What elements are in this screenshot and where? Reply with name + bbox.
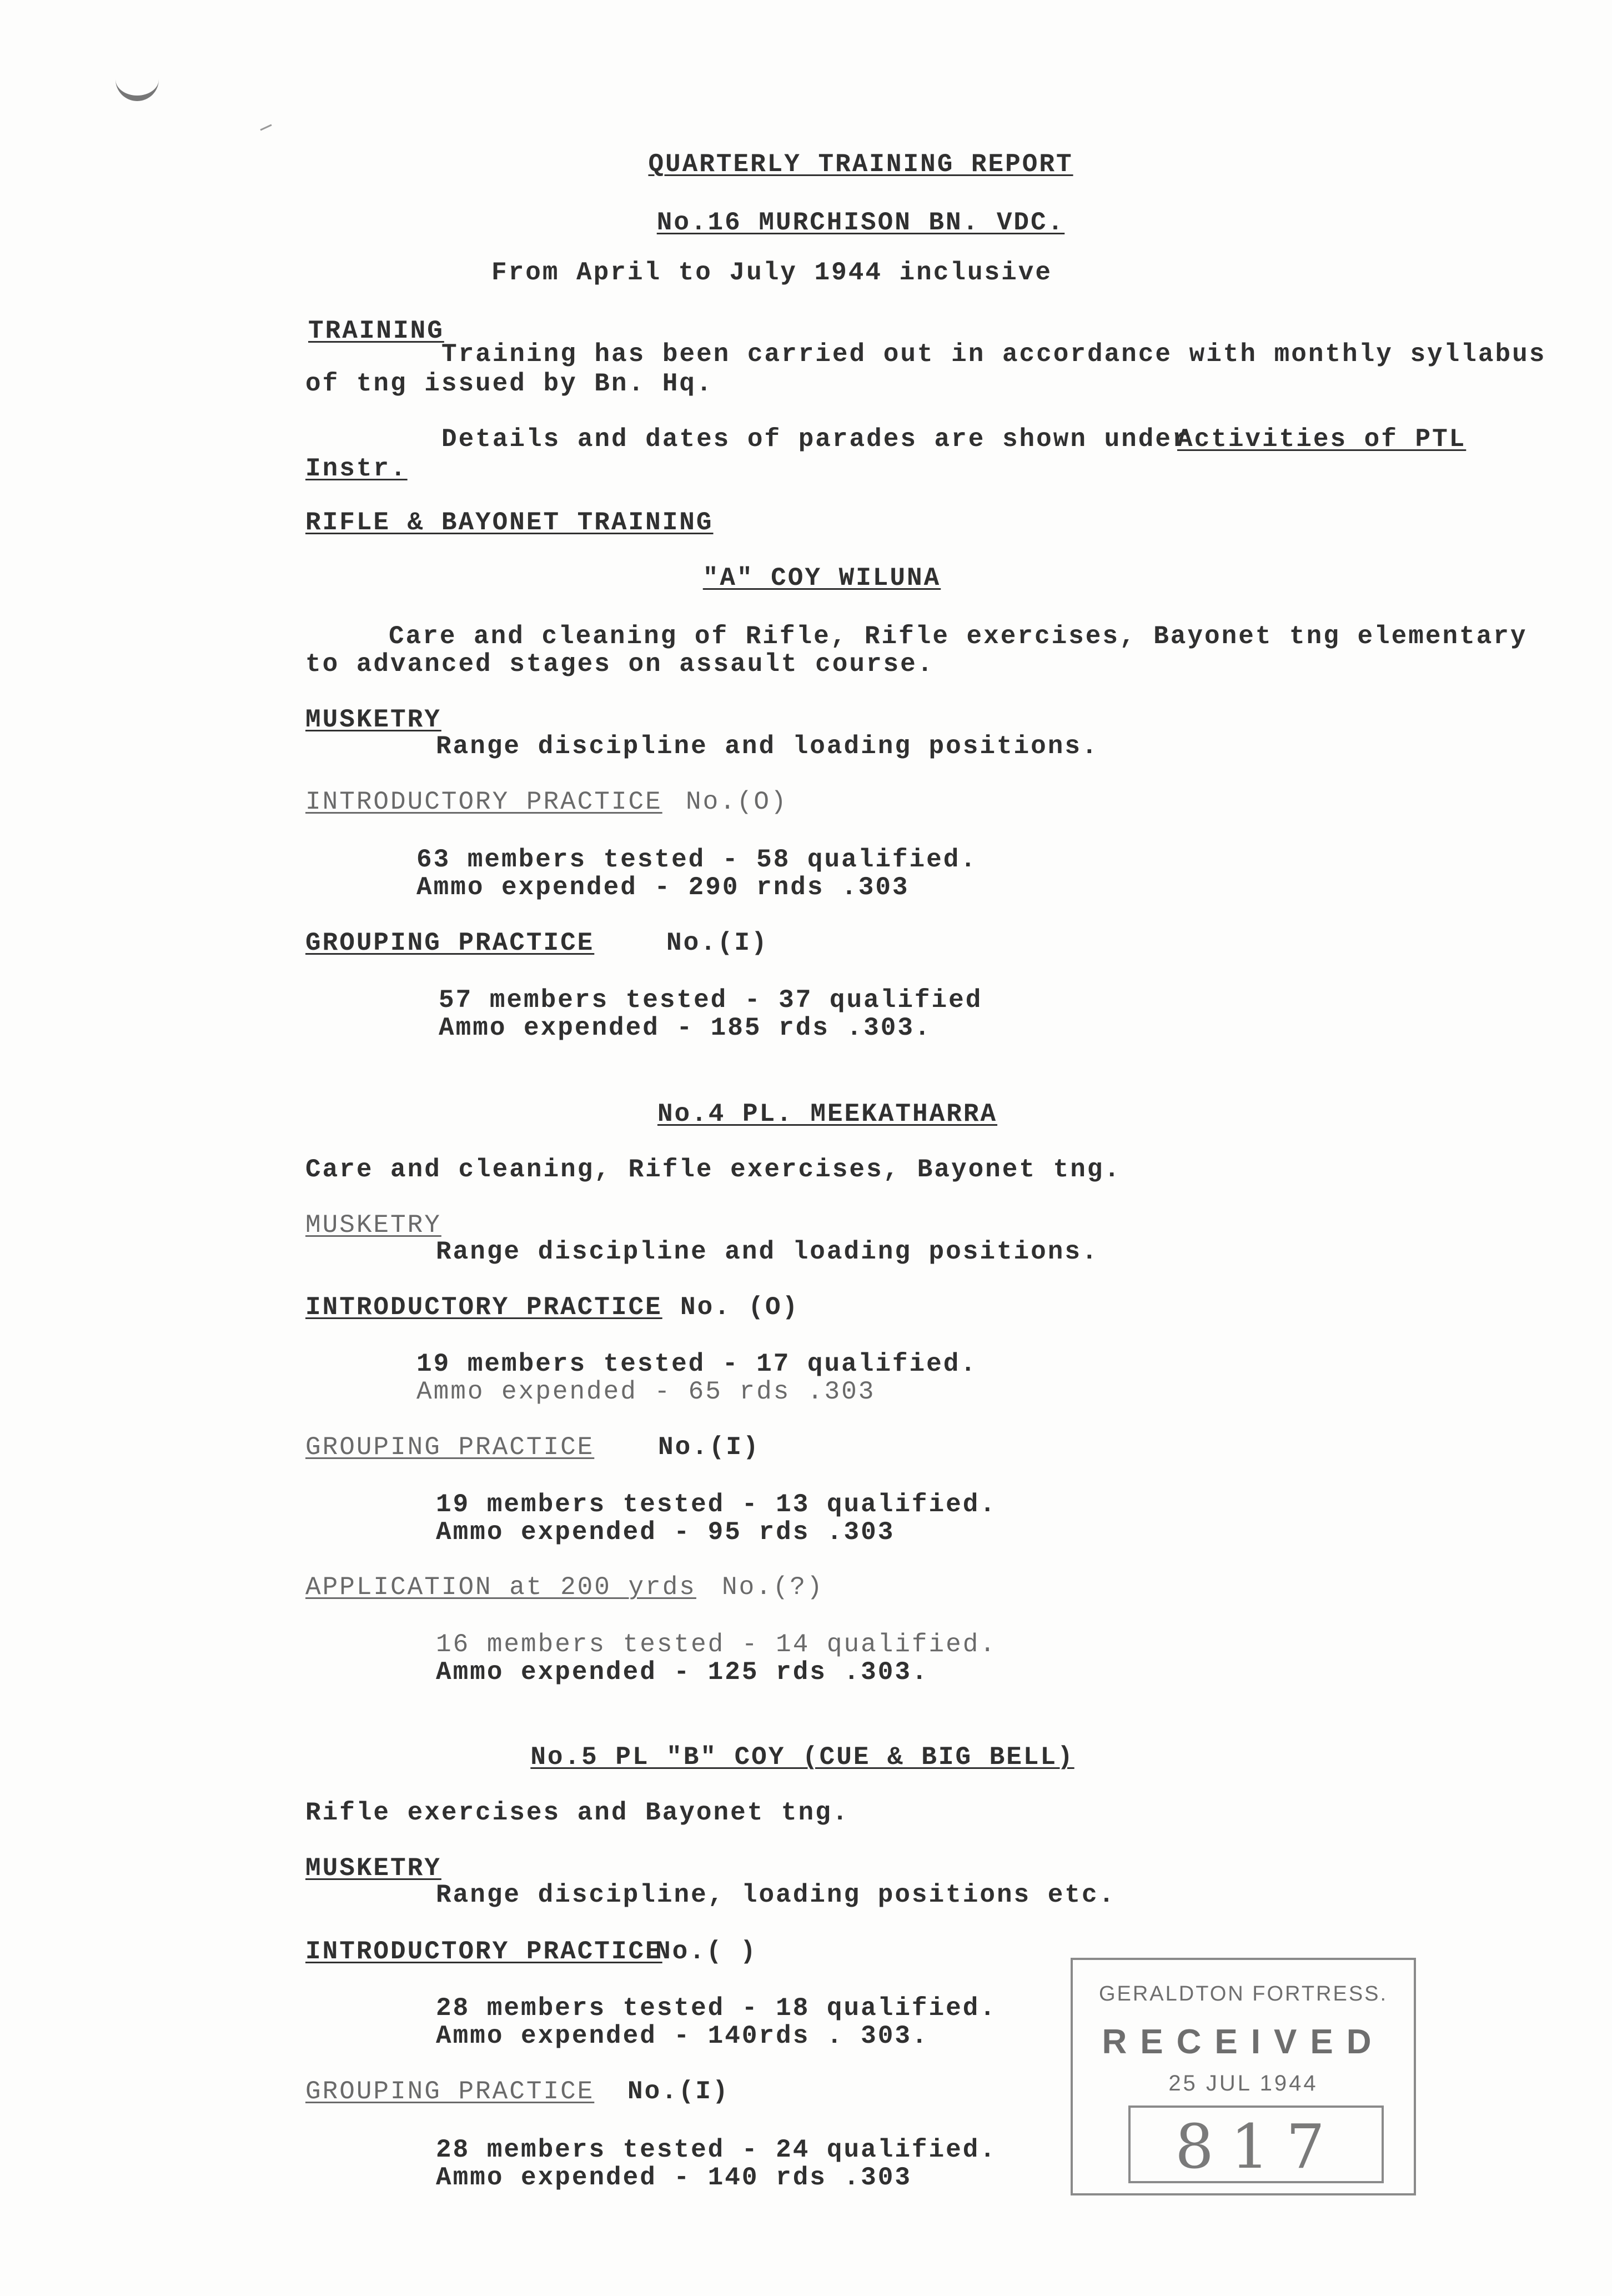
scan-speck bbox=[260, 124, 272, 131]
a-coy-musketry-heading: MUSKETRY bbox=[305, 705, 441, 734]
pl4-line-1: Care and cleaning, Rifle exercises, Bayonet tng. bbox=[305, 1155, 1122, 1184]
pl5-intro-line-2: Ammo expended - 140rds . 303. bbox=[436, 2022, 929, 2051]
a-coy-line-1: Care and cleaning of Rifle, Rifle exercises, Bayonet tng elementary bbox=[389, 622, 1528, 651]
report-title: QUARTERLY TRAINING REPORT bbox=[648, 150, 1073, 179]
pl4-intro-number: No. (O) bbox=[680, 1293, 800, 1322]
received-stamp bbox=[1071, 1958, 1416, 2195]
a-coy-intro-line-2: Ammo expended - 290 rnds .303 bbox=[416, 873, 910, 902]
pl4-group-line-2: Ammo expended - 95 rds .303 bbox=[436, 1518, 895, 1547]
training-line-2: of tng issued by Bn. Hq. bbox=[305, 369, 714, 398]
pl4-group-line-1: 19 members tested - 13 qualified. bbox=[436, 1490, 997, 1519]
pl5-line-1: Rifle exercises and Bayonet tng. bbox=[305, 1798, 850, 1827]
pl5-intro-line-1: 28 members tested - 18 qualified. bbox=[436, 1994, 997, 2023]
training-line-1: Training has been carried out in accordance with monthly syllabus bbox=[441, 340, 1546, 369]
stamp-number-box bbox=[1128, 2105, 1384, 2183]
pl4-heading: No.4 PL. MEEKATHARRA bbox=[657, 1100, 998, 1129]
pl4-intro-line-2: Ammo expended - 65 rds .303 bbox=[416, 1377, 876, 1406]
pl4-application-line-2: Ammo expended - 125 rds .303. bbox=[436, 1658, 929, 1687]
pl5-musketry-text: Range discipline, loading positions etc. bbox=[436, 1881, 1116, 1909]
pl4-application-number: No.(?) bbox=[722, 1573, 824, 1602]
a-coy-intro-line-1: 63 members tested - 58 qualified. bbox=[416, 845, 977, 874]
pl4-group-number: No.(I) bbox=[658, 1433, 760, 1462]
a-coy-heading: "A" COY WILUNA bbox=[702, 564, 941, 593]
a-coy-group-heading: GROUPING PRACTICE bbox=[305, 929, 595, 957]
rifle-bayonet-heading: RIFLE & BAYONET TRAINING bbox=[305, 508, 714, 537]
a-coy-intro-heading: INTRODUCTORY PRACTICE bbox=[305, 788, 662, 816]
pl5-musketry-heading: MUSKETRY bbox=[305, 1854, 441, 1883]
punch-hole-mark bbox=[115, 60, 159, 101]
a-coy-line-2: to advanced stages on assault course. bbox=[305, 650, 935, 679]
stamp-date: 25 JUL 1944 bbox=[1168, 2071, 1318, 2096]
pl5-group-heading: GROUPING PRACTICE bbox=[305, 2077, 595, 2106]
stamp-received-label: RECEIVED bbox=[1102, 2023, 1385, 2061]
pl5-group-line-1: 28 members tested - 24 qualified. bbox=[436, 2135, 997, 2164]
pl5-intro-number: No.( ) bbox=[655, 1937, 757, 1966]
pl4-musketry-heading: MUSKETRY bbox=[305, 1211, 441, 1240]
unit-name: No.16 MURCHISON BN. VDC. bbox=[656, 208, 1065, 237]
a-coy-musketry-text: Range discipline and loading positions. bbox=[436, 732, 1099, 761]
a-coy-group-number: No.(I) bbox=[666, 929, 769, 957]
stamp-number: 817 bbox=[1175, 2111, 1342, 2182]
pl4-intro-line-1: 19 members tested - 17 qualified. bbox=[416, 1350, 977, 1378]
a-coy-group-line-2: Ammo expended - 185 rds .303. bbox=[439, 1014, 932, 1042]
pl5-intro-heading: INTRODUCTORY PRACTICE bbox=[305, 1937, 662, 1966]
report-period: From April to July 1944 inclusive bbox=[491, 258, 1052, 287]
stamp-title: GERALDTON FORTRESS. bbox=[1098, 1982, 1388, 2006]
training-link-text: Activities of PTL bbox=[1177, 425, 1467, 454]
training-line-4: Instr. bbox=[305, 454, 408, 483]
pl4-musketry-text: Range discipline and loading positions. bbox=[436, 1237, 1099, 1266]
a-coy-intro-number: No.(O) bbox=[686, 788, 788, 816]
pl5-heading: No.5 PL "B" COY (CUE & BIG BELL) bbox=[530, 1743, 1074, 1772]
pl5-group-line-2: Ammo expended - 140 rds .303 bbox=[436, 2163, 912, 2192]
pl4-group-heading: GROUPING PRACTICE bbox=[305, 1433, 595, 1462]
pl5-group-number: No.(I) bbox=[627, 2077, 730, 2106]
training-heading: TRAINING bbox=[308, 317, 444, 345]
pl4-intro-heading: INTRODUCTORY PRACTICE bbox=[305, 1293, 662, 1322]
pl4-application-heading: APPLICATION at 200 yrds bbox=[305, 1573, 696, 1602]
pl4-application-line-1: 16 members tested - 14 qualified. bbox=[436, 1630, 997, 1659]
training-line-3: Details and dates of parades are shown under bbox=[441, 425, 1189, 454]
a-coy-group-line-1: 57 members tested - 37 qualified bbox=[439, 986, 983, 1015]
